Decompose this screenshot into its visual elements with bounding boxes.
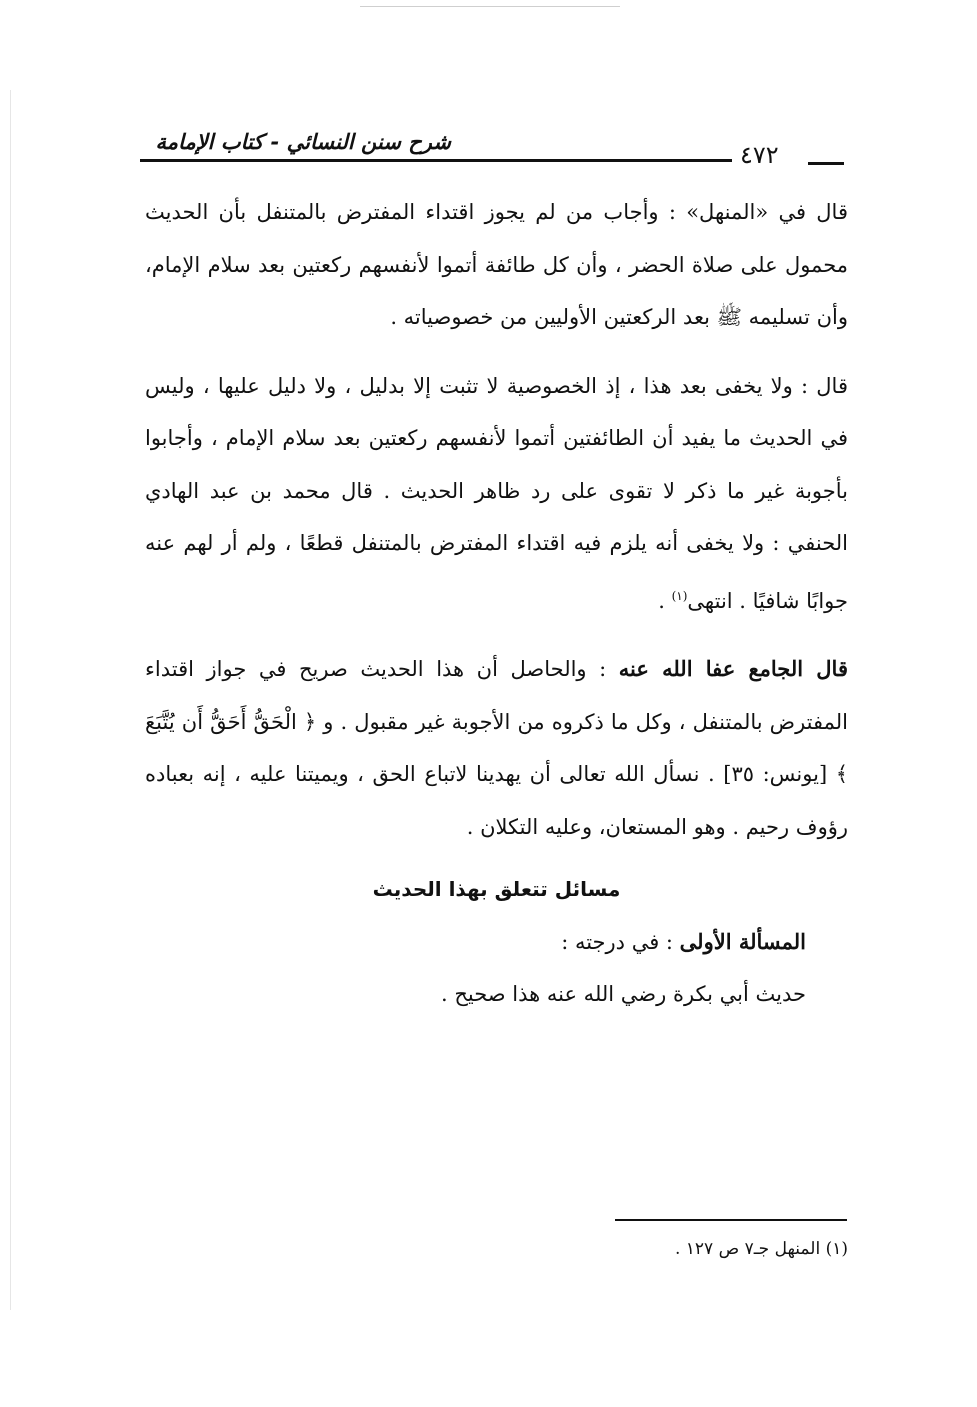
section-heading: مسائل تتعلق بهذا الحديث bbox=[372, 877, 621, 901]
footnote-marker[interactable]: (١) bbox=[671, 588, 688, 603]
question-1-lead: المسألة الأولى bbox=[679, 928, 806, 954]
footnote: (١) المنهل جـ٧ ص ١٢٧ . bbox=[674, 1239, 848, 1259]
question-1-text: : في درجته : bbox=[561, 929, 680, 954]
paragraph-3 bbox=[145, 643, 848, 853]
paragraph-2-text: قال : ولا يخفى بعد هذا ، إذ الخصوصية لا تثبت إلا بدليل ، ولا دليل عليها ، وليس في الحديث ما يفيد أن الطائفتين أتموا لأنفسهم ركعتين بعد سلام الإمام ، وأجابوا بأجوبة غير ما ذكر لا تقوى على رد ظاهر الحديث . قال محمد بن عبد الهادي الحنفي : ولا يخفى أنه يلزم فيه اقتداء المفترض بالمتنفل قطعًا ، ولم أر لهم عنه جوابًا شافيًا . انتهى bbox=[145, 373, 848, 613]
page-number-dash bbox=[808, 162, 844, 165]
top-edge-rule bbox=[360, 6, 620, 7]
header-rule bbox=[140, 159, 732, 162]
page-body bbox=[145, 186, 848, 1021]
paragraph-2 bbox=[145, 360, 848, 628]
page-number: ٤٧٢ bbox=[740, 141, 779, 169]
paragraph-3-text: : والحاصل أن هذا الحديث صريح في جواز اقتداء المفترض بالمتنفل ، وكل ما ذكروه من الأجوبة غير مقبول . و ﴿ الْحَقُّ أَحَقُّ أَن يُتَّبَعَ ﴾ [يونس: ٣٥] . نسأل الله تعالى أن يهدينا لاتباع الحق ، ويميتنا عليه ، إنه بعباده رؤوف رحيم . وهو المستعان، وعليه التكلان . bbox=[145, 657, 848, 839]
paragraph-2-end: . bbox=[658, 588, 672, 613]
paragraph-3-lead: قال الجامع عفا الله عنه bbox=[618, 656, 848, 681]
question-1-answer: حديث أبي بكرة رضي الله عنه هذا صحيح . bbox=[440, 982, 806, 1006]
footnote-rule bbox=[615, 1219, 847, 1221]
page-side-rule bbox=[10, 90, 11, 1310]
paragraph-1: قال في «المنهل» : وأجاب من لم يجوز اقتداء المفترض بالمتنفل بأن الحديث محمول على صلاة الحضر ، وأن كل طائفة أتموا لأنفسهم ركعتين بعد سلام الإمام، وأن تسليمه ﷺ بعد الركعتين الأوليين من خصوصياته . bbox=[145, 200, 849, 329]
running-title: شرح سنن النسائي - كتاب الإمامة bbox=[155, 130, 451, 154]
page-header bbox=[140, 128, 846, 178]
question-1 bbox=[145, 916, 848, 969]
